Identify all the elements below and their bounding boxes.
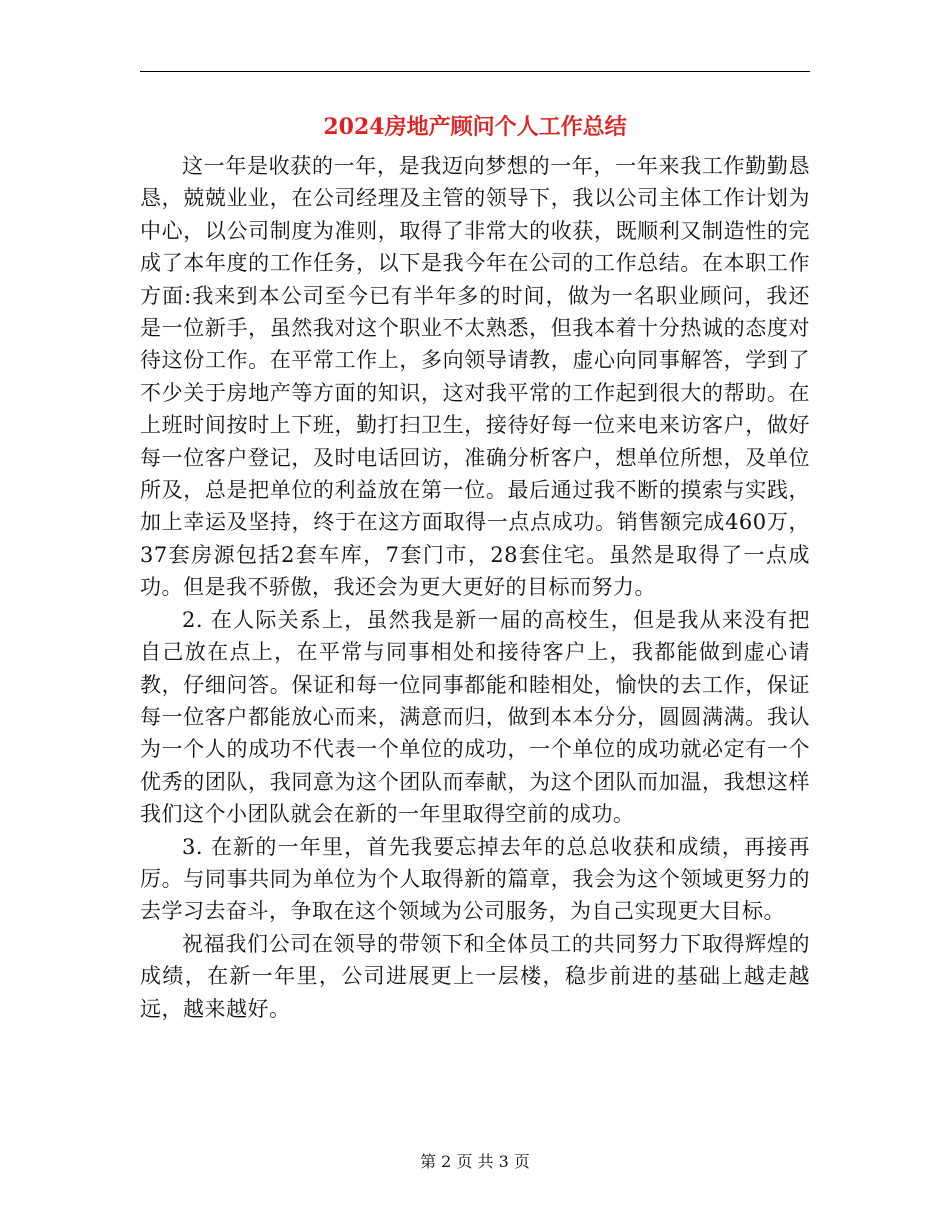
paragraph-new-year: 3. 在新的一年里，首先我要忘掉去年的总总收获和成绩，再接再厉。与同事共同为单位为个人取得新的篇章，我会为这个领域更努力的去学习去奋斗，争取在这个领域为公司服务，为自己实现更大目标。 [140,834,810,924]
page-number-footer: 第 2 页 共 3 页 [420,1152,530,1171]
paragraph-wishes: 祝福我们公司在领导的带领下和全体员工的共同努力下取得辉煌的成绩，在新一年里，公司进展更上一层楼，稳步前进的基础上越走越远，越来越好。 [140,931,810,1021]
document-title: 2024房地产顾问个人工作总结 [323,114,627,140]
header-rule [140,71,810,72]
document-body [140,150,810,1025]
paragraph-intro: 这一年是收获的一年，是我迈向梦想的一年，一年来我工作勤勤恳恳，兢兢业业，在公司经理及主管的领导下，我以公司主体工作计划为中心，以公司制度为准则，取得了非常大的收获，既顺利又制造性的完成了本年度的工作任务，以下是我今年在公司的工作总结。在本职工作方面:我来到本公司至今已有半年多的时间，做为一名职业顾问，我还是一位新手，虽然我对这个职业不太熟悉，但我本着十分热诚的态度对待这份工作。在平常工作上，多向领导请教，虚心向同事解答，学到了不少关于房地产等方面的知识，这对我平常的工作起到很大的帮助。在上班时间按时上下班，勤打扫卫生，接待好每一位来电来访客户，做好每一位客户登记，及时电话回访，准确分析客户，想单位所想，及单位所及，总是把单位的利益放在第一位。最后通过我不断的摸索与实践，加上幸运及坚持，终于在这方面取得一点点成功。销售额完成460万，37套房源包括2套车库，7套门市，28套住宅。虽然是取得了一点成功。但是我不骄傲，我还会为更大更好的目标而努力。 [140,154,810,600]
paragraph-relations: 2. 在人际关系上，虽然我是新一届的高校生，但是我从来没有把自己放在点上，在平常与同事相处和接待客户上，我都能做到虚心请教，仔细问答。保证和每一位同事都能和睦相处，愉快的去工作，保证每一位客户都能放心而来，满意而归，做到本本分分，圆圆满满。我认为一个人的成功不代表一个单位的成功，一个单位的成功就必定有一个优秀的团队，我同意为这个团队而奉献，为这个团队而加温，我想这样我们这个小团队就会在新的一年里取得空前的成功。 [140,607,810,827]
